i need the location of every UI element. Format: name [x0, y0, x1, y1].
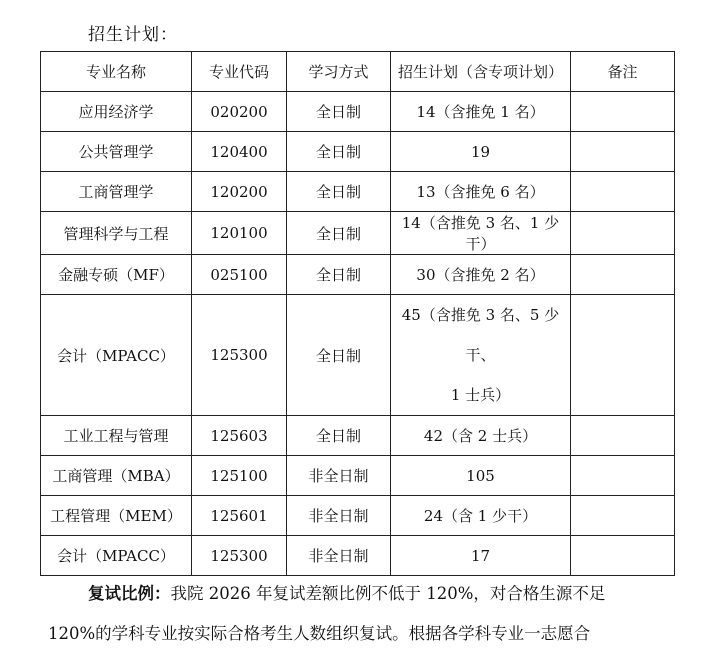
enrollment-plan: 42（含 2 士兵）	[391, 416, 571, 456]
table-row	[41, 132, 675, 172]
major-code: 125300	[192, 536, 287, 576]
retest-ratio-paragraph-line2: 120%的学科专业按实际合格考生人数组织复试。根据各学科专业一志愿合	[48, 624, 591, 643]
table-row	[41, 456, 675, 496]
major-name: 金融专硕（MF）	[41, 255, 192, 295]
major-code: 025100	[192, 255, 287, 295]
header-major-code: 专业代码	[192, 52, 287, 92]
table-row	[41, 172, 675, 212]
table-header-row	[41, 52, 675, 92]
major-code: 120200	[192, 172, 287, 212]
remarks	[571, 496, 675, 536]
major-code: 125100	[192, 456, 287, 496]
study-mode: 全日制	[287, 92, 391, 132]
table-row	[41, 255, 675, 295]
study-mode: 非全日制	[287, 496, 391, 536]
table-row	[41, 92, 675, 132]
enrollment-plan: 19	[391, 132, 571, 172]
enrollment-plan: 14（含推免 1 名）	[391, 92, 571, 132]
section-heading: 招生计划：	[88, 25, 178, 45]
remarks	[571, 536, 675, 576]
major-code: 120400	[192, 132, 287, 172]
enrollment-plan-line: 45（含推免 3 名、5 少干、	[401, 306, 560, 364]
enrollment-plan	[391, 295, 571, 416]
table-row	[41, 496, 675, 536]
remarks	[571, 295, 675, 416]
major-code: 120100	[192, 212, 287, 255]
enrollment-plan: 24（含 1 少干）	[391, 496, 571, 536]
enrollment-plan: 105	[391, 456, 571, 496]
major-code: 020200	[192, 92, 287, 132]
major-code: 125601	[192, 496, 287, 536]
header-remarks: 备注	[571, 52, 675, 92]
header-major-name: 专业名称	[41, 52, 192, 92]
enrollment-plan-table	[40, 51, 675, 576]
table-row	[41, 536, 675, 576]
table-row	[41, 212, 675, 255]
major-name: 会计（MPACC）	[41, 536, 192, 576]
study-mode: 全日制	[287, 416, 391, 456]
enrollment-plan: 13（含推免 6 名）	[391, 172, 571, 212]
major-name: 管理科学与工程	[41, 212, 192, 255]
enrollment-plan: 14（含推免 3 名、1 少干）	[391, 212, 571, 255]
major-name: 工程管理（MEM）	[41, 496, 192, 536]
study-mode: 全日制	[287, 172, 391, 212]
retest-ratio-label: 复试比例：	[88, 584, 171, 603]
major-code: 125300	[192, 295, 287, 416]
remarks	[571, 92, 675, 132]
major-name: 工业工程与管理	[41, 416, 192, 456]
remarks	[571, 132, 675, 172]
table-row	[41, 416, 675, 456]
remarks	[571, 416, 675, 456]
enrollment-plan-line: 1 士兵）	[450, 386, 511, 404]
remarks	[571, 255, 675, 295]
study-mode: 非全日制	[287, 536, 391, 576]
remarks	[571, 456, 675, 496]
retest-ratio-paragraph-line1	[0, 574, 710, 614]
major-name: 工商管理学	[41, 172, 192, 212]
enrollment-plan: 17	[391, 536, 571, 576]
remarks	[571, 172, 675, 212]
study-mode: 非全日制	[287, 456, 391, 496]
major-name: 公共管理学	[41, 132, 192, 172]
table-row	[41, 295, 675, 416]
study-mode: 全日制	[287, 212, 391, 255]
enrollment-plan: 30（含推免 2 名）	[391, 255, 571, 295]
major-code: 125603	[192, 416, 287, 456]
header-study-mode: 学习方式	[287, 52, 391, 92]
header-enrollment-plan: 招生计划（含专项计划）	[391, 52, 571, 92]
major-name: 会计（MPACC）	[41, 295, 192, 416]
major-name: 工商管理（MBA）	[41, 456, 192, 496]
major-name: 应用经济学	[41, 92, 192, 132]
study-mode: 全日制	[287, 295, 391, 416]
study-mode: 全日制	[287, 255, 391, 295]
retest-ratio-text: 我院 2026 年复试差额比例不低于 120%，对合格生源不足	[170, 584, 606, 603]
remarks	[571, 212, 675, 255]
study-mode: 全日制	[287, 132, 391, 172]
